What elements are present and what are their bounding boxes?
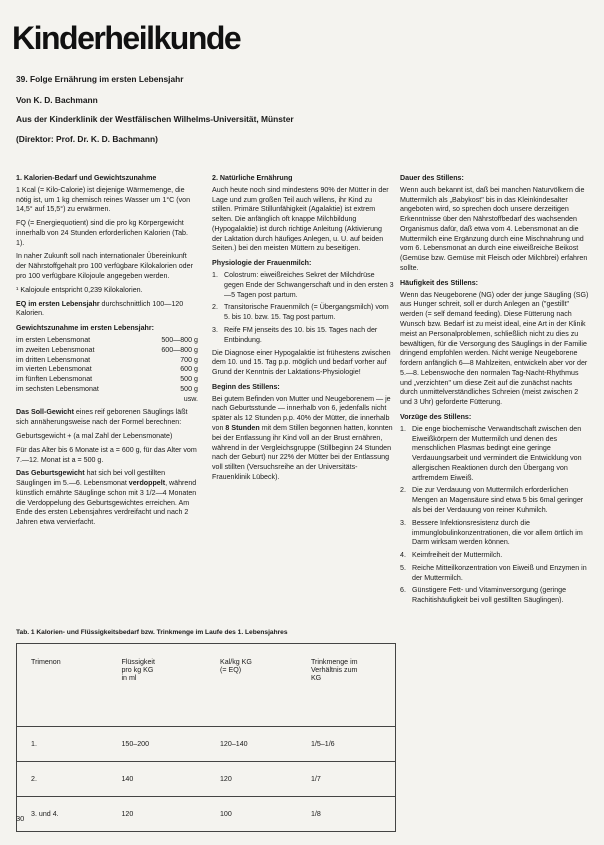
row-label: im dritten Lebensmonat	[16, 355, 91, 364]
list-item	[16, 375, 198, 385]
list-item	[16, 336, 198, 346]
weight-gain-list	[16, 336, 198, 404]
paragraph: 1 Kcal (= Kilo-Calorie) ist diejenige Wärmemenge, die nötig ist, um 1 kg chemisch reines Wasser um 1°C (von 14,5° auf 15,5°) zu erwärmen.	[16, 185, 191, 214]
bold-text: Das Soll-Gewicht	[16, 408, 74, 417]
list-number: 1.	[400, 424, 406, 433]
paragraph	[16, 408, 198, 428]
list-text: Die enge biochemische Verwandtschaft zwischen den Eiweißkörpern der Muttermilch und denen des menschlichen Plasmas bedingt eine geringe Verdauungsarbeit und vermindert die Entwicklung von allergischen Reaktionen durch den Übergang von artfremdem Eiweiß.	[412, 424, 582, 482]
list-item	[16, 346, 198, 356]
section-heading: Vorzüge des Stillens:	[400, 412, 472, 421]
row-value: 600—800 g	[161, 345, 198, 354]
row-label: im ersten Lebensmonat	[16, 335, 91, 344]
list-text: Reiche Mitteilkonzentration von Eiweiß und Enzymen in der Muttermilch.	[412, 563, 587, 582]
table-cell: 1/7	[297, 762, 396, 797]
table-cell: 120	[121, 810, 134, 818]
row-value: 500—800 g	[161, 335, 198, 344]
list-number: 3.	[400, 518, 406, 527]
paragraph: Für das Alter bis 6 Monate ist a = 600 g, für das Alter vom 7.—12. Monat ist a = 500 g.	[16, 445, 197, 464]
list-item	[400, 564, 590, 584]
director-line: (Direktor: Prof. Dr. K. D. Bachmann)	[16, 134, 158, 144]
page-title: Kinderheilkunde	[12, 20, 241, 56]
list-item	[400, 519, 590, 548]
list-item	[400, 486, 590, 515]
paragraph	[212, 395, 394, 483]
list-item	[16, 356, 198, 366]
formula: Geburtsgewicht + (a mal Zahl der Lebensmonate)	[16, 431, 173, 440]
table-row	[17, 797, 396, 832]
text: hat sich bei voll gestillten Säuglingen im 5.—6. Lebensmonat	[16, 469, 166, 488]
column-header: Kal/kg KG (= EQ)	[206, 644, 297, 727]
row-label: im zweiten Lebensmonat	[16, 345, 95, 354]
series-line: 39. Folge Ernährung im ersten Lebensjahr	[16, 74, 184, 84]
list-number: 1.	[212, 271, 218, 280]
numbered-list	[212, 271, 394, 345]
list-item	[16, 395, 198, 405]
row-value: usw.	[183, 394, 198, 403]
table-row	[17, 762, 396, 797]
list-text: Reife FM jenseits des 10. bis 15. Tages nach der Entbindung.	[224, 325, 378, 344]
list-text: Transitorische Frauenmilch (= Übergangsmilch) vom 5. bis 10. bzw. 15. Tag post partum.	[224, 303, 389, 322]
list-number: 5.	[400, 563, 406, 572]
text: durchschnittlich 100—120 Kalorien.	[16, 299, 184, 318]
column-header: Trimenon	[17, 644, 108, 727]
table-cell: 150–200	[107, 727, 206, 762]
paragraph: In naher Zukunft soll nach internationaler Übereinkunft der Nährstoffgehalt pro 100 verfügbare Kilokalorien oder pro 100 verfügbare Kilojoule angegeben werden.	[16, 252, 193, 281]
section-heading: Dauer des Stillens:	[400, 174, 464, 182]
section-heading: 2. Natürliche Ernährung	[212, 174, 293, 182]
section-heading: Physiologie der Frauenmilch:	[212, 259, 312, 268]
paragraph	[16, 469, 198, 528]
table-cell: 1/5–1/6	[297, 727, 396, 762]
paragraph	[16, 300, 198, 320]
list-number: 2.	[212, 303, 218, 312]
list-item	[16, 365, 198, 375]
list-text: Günstigere Fett- und Vitaminversorgung (geringe Rachitishäufigkeit bei voll gestillten Säuglingen).	[412, 586, 567, 605]
table-cell: 1.	[17, 727, 108, 762]
list-item	[400, 551, 590, 561]
table-caption: Tab. 1 Kalorien- und Flüssigkeitsbedarf bzw. Trinkmenge im Laufe des 1. Lebensjahres	[16, 629, 288, 636]
list-number: 3.	[212, 325, 218, 334]
table-cell: 140	[107, 762, 206, 797]
row-label: im vierten Lebensmonat	[16, 365, 92, 374]
bold-text: EQ im ersten Lebensjahr	[16, 299, 100, 308]
paragraph: Wenn auch bekannt ist, daß bei manchen Naturvölkern die Muttermilch als „Babykost" bis in das Kleinkindesalter angeboten wird, so sprechen doch unsere derzeitigen Erkenntnisse über den Nährstoffbedarf des wachsenden Organismus dafür, daß etwa vom 4. Lebensmonat an die Muttermilch eine Ergänzung durch eine Mischnahrung und vom 6. Lebensmonat an durch eine eiweißreiche Beikost (Gemüse bzw. Gemüse mit Fleisch oder Milchbrei) erfahren sollte.	[400, 185, 588, 273]
list-item	[212, 271, 394, 300]
list-text: Bessere Infektionsresistenz durch die immunglobulinkonzentrationen, die vor allem örtlich im Darm wirksam werden können.	[412, 518, 583, 547]
nutrition-table	[16, 643, 396, 832]
list-text: Keimfreiheit der Muttermilch.	[412, 551, 503, 560]
bold-text: verdoppelt	[128, 479, 166, 488]
list-text: Colostrum: eiweißreiches Sekret der Milchdrüse gegen Ende der Schwangerschaft und in den ersten 3—5 Tagen post partum.	[224, 271, 394, 299]
table-row	[17, 727, 396, 762]
section-heading: Beginn des Stillens:	[212, 382, 280, 391]
text: Bei gutem Befinden von Mutter und Neugeborenem — je nach Geburtsstunde — innerhalb von 6, jedenfalls nicht später als 12 Stunden p.p. 40% der Mütter, die innerhalb von	[212, 394, 391, 432]
row-value: 700 g	[180, 355, 198, 364]
column-2	[212, 174, 394, 487]
list-item	[16, 385, 198, 395]
footnote: ¹ Kalojoule entspricht 0,239 Kilokalorien.	[16, 285, 143, 294]
table-cell: 3. und 4.	[31, 810, 59, 818]
column-1	[16, 174, 198, 532]
section-heading: 1. Kalorien-Bedarf und Gewichtszunahme	[16, 174, 157, 182]
row-label: im fünften Lebensmonat	[16, 375, 93, 384]
row-value: 500 g	[180, 375, 198, 384]
paragraph: FQ (= Energiequotient) sind die pro kg Körpergewicht innerhalb von 24 Stunden erforderlichen Kalorien (Tab. 1).	[16, 219, 188, 247]
list-number: 2.	[400, 486, 406, 495]
list-number: 4.	[400, 551, 406, 560]
page-number: 30	[16, 814, 25, 823]
text: mit dem Stillen begonnen hatten, konnten bei der Entlassung ihr Kind voll an der Brust ernähren, während in der Vergleichsgruppe (Stillbeginn 24 Stunden nach der Geburt) nur 22% der Mütter bei der Entlassung voll stillten (Versuchsreihe an der Universitäts-Frauenklinik Lübeck).	[212, 423, 393, 481]
text: eines reif geborenen Säuglings läßt sich annäherungsweise nach der Formel berechnen:	[16, 408, 188, 427]
list-item	[400, 586, 590, 606]
column-header: Flüssigkeit pro kg KG in ml	[107, 644, 206, 727]
paragraph: Die Diagnose einer Hypogalaktie ist frühestens zwischen dem 10. und 15. Tag p.p. möglich und bedarf vorher auf Grund der Kenntnis der Laktations-Physiologie!	[212, 348, 391, 377]
text: , während künstlich ernährte Säuglinge schon mit 3 1/2—4 Monaten die Verdoppelung des Geburtsgewichtes erreichen. Am Ende des ersten Lebensjahres verdreifacht und nach 2 Jahren etwa vervierfacht.	[16, 479, 197, 527]
author-line: Von K. D. Bachmann	[16, 95, 98, 105]
list-text: Die zur Verdauung von Muttermilch erforderlichen Mengen an Magensäure sind etwa 5 bis 6mal geringer als bei der Verdauung von reiner Kuhmilch.	[412, 486, 584, 514]
institution-line: Aus der Kinderklinik der Westfälischen Wilhelms-Universität, Münster	[16, 114, 294, 124]
list-item	[212, 303, 394, 323]
row-value: 600 g	[180, 365, 198, 374]
row-value: 500 g	[180, 384, 198, 393]
table-cell: 100	[219, 810, 232, 818]
column-header: Trinkmenge im Verhältnis zum KG	[297, 644, 396, 727]
row-label: im sechsten Lebensmonat	[16, 384, 99, 393]
bold-text: 8 Stunden	[225, 423, 260, 432]
section-heading: Häufigkeit des Stillens:	[400, 278, 479, 287]
table-header-row	[17, 644, 396, 727]
table-cell: 2.	[17, 762, 108, 797]
list-number: 6.	[400, 586, 406, 595]
bold-text: Das Geburtsgewicht	[16, 469, 85, 478]
paragraph: Auch heute noch sind mindestens 90% der Mütter in der Lage und zum großen Teil auch willens, ihr Kind zu stillen. Primäre Stillunfähigkeit (Agalaktie) ist extrem selten. Die anfänglich oft knappe Milchbildung (Hypogalaktie) ist durch richtige Anleitung (Aktivierung der Laktation durch häufiges Anlegen, u. U. auf beiden Seiten.) bei den meisten Müttern zu beseitigen.	[212, 185, 389, 253]
list-item	[400, 425, 590, 484]
section-heading: Gewichtszunahme im ersten Lebensjahr:	[16, 324, 154, 333]
paragraph: Wenn das Neugeborene (NG) oder der junge Säugling (SG) aus Hunger schreit, soll er durch Anlegen an ("gestillt" werden (= self demand feeding). Diese Fütterung nach Wunsch bzw. Bedarf ist zu meist ideal, eine Art in der Klinik meist an Personalproblemen, schließlich nicht zu dies zu bewältigen, für die Versorgung des Säuglings in der Familie dringend empfohlen werden. Nicht wenige Neugeborene fordern anfänglich 6—8 Mahlzeiten, entwickeln aber vor der 5.—8. Lebenswoche den normalen Tag-Nacht-Rhythmus und „verzichten" um diese Zeit auf die zunächst nachts durch unmittelverständliches Schreien (meist zwischen 2 und 3 Uhr) geforderte Fütterung.	[400, 290, 589, 407]
table-cell: 1/8	[310, 810, 321, 818]
column-3	[400, 174, 590, 609]
table-cell: 120	[206, 762, 297, 797]
list-item	[212, 326, 394, 346]
table-cell: 120–140	[206, 727, 297, 762]
numbered-list	[400, 425, 590, 606]
